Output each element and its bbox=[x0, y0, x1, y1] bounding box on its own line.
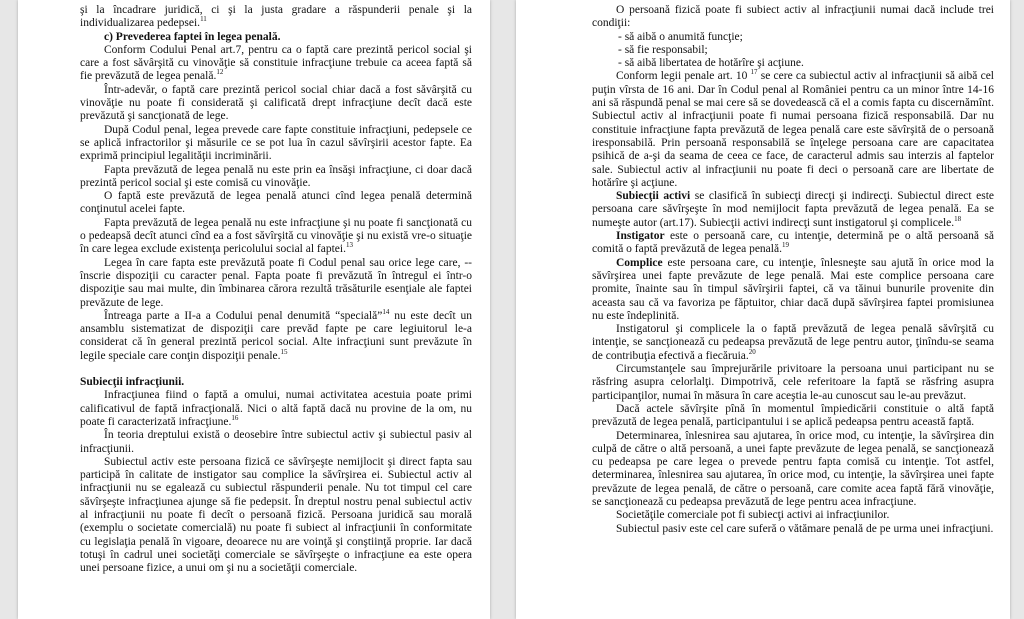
paragraph-text: este o persoană care, cu intenţie, determină pe o altă persoană să comită o faptă prevăzută de legea penală. bbox=[592, 230, 994, 256]
section-heading-c: c) Prevederea faptei în legea penală. bbox=[104, 30, 281, 43]
paragraph: În teoria dreptului există o deosebire între subiectul activ şi subiectul pasiv al infracţiunii. bbox=[80, 429, 472, 455]
paragraph: Circumstanţele sau împrejurările privitoare la persoana unui participant nu se răsfring asupra celorlalţi. Dimpotrivă, cele referitoare la faptă se răsfring asupra participanţilor, numai în măsura în care aceştia le-au cunoscut sau le-au prevăzut. bbox=[592, 363, 994, 402]
paragraph bbox=[80, 4, 472, 31]
paragraph bbox=[592, 190, 994, 230]
page-left-body bbox=[80, 4, 472, 575]
paragraph-text: este persoana care, cu intenţie, înlesneşte sau ajută în orice mod la săvîrşirea unei fapte prevăzute de lege penală. Mai este complice persoana care promite, înainte sau în timpul săvîrşirii faptei, că va tăinui bunurile provenite din aceasta sau că va favoriza pe făptuitor, chiar dacă după săvîrşirea faptei promisiunea nu este îndeplinită. bbox=[592, 256, 994, 322]
footnote-ref[interactable]: 12 bbox=[216, 68, 224, 77]
paragraph-text: se cere ca subiectul activ al infracţiunii să aibă cel puţin vîrsta de 16 ani. Dar în Codul penal al României pentru ca un minor între 14-16 ani să răspundă penal se mai cere să se dovedească că el a comis fapta cu discernămînt. Subiectul activ al infracţiunii poate fi numai persoana fizică responsabilă. Dar nu constituie infracţiune fapta prevăzută de legea penală care este săvîrşită de o persoană iresponsabilă. Prin persoană responsabilă se înţelege persoana care are capacitatea psihică de a-şi da seama de ceea ce face, de caracterul admis sau interzis al faptelor sale. Subiectul activ al infracţiunii nu poate fi deci o persoană care are libertate de hotărîre şi acţiune. bbox=[592, 70, 994, 189]
paragraph: Fapta prevăzută de legea penală nu este prin ea însăşi infracţiune, ci doar dacă prezintă pericol social şi este comisă cu vinovăţie. bbox=[80, 163, 472, 189]
paragraph-text: şi la încadrare juridică, ci şi la justa gradare a răspunderii penale şi la individualizarea pedepsei. bbox=[80, 4, 472, 30]
footnote-ref[interactable]: 15 bbox=[280, 347, 288, 356]
list-item: - să aibă libertatea de hotărîre şi acţiune. bbox=[618, 57, 804, 70]
paragraph bbox=[592, 323, 994, 363]
footnote-ref[interactable]: 17 bbox=[750, 68, 758, 77]
paragraph-text: nu este decît un ansamblu sistematizat de dispoziţii care prevăd fapte pe care legiuitorul le-a considerat că în general prezintă pericol social. Alte infracţiuni sunt prevăzute în legile speciale care conţin dispoziţii penale. bbox=[80, 309, 472, 362]
paragraph: Subiectul activ este persoana fizică ce săvîrşeşte nemijlocit şi direct fapta sau participă în calitate de instigator sau complice la săvîrşirea ei. Subiectul activ al infracţiunii nu se egalează cu subiectul răspunderii penale. Nu tot timpul cel care săvîrşeşte infracţiunea ajunge să fie pedepsit. În dreptul nostru penal subiectul activ al infracţiunii nu poate fi decît o persoană fizică. Persoana juridică sau morală (exemplu o societate comercială) nu poate fi subiect al infracţiunii în conformitate cu legislaţia penală în vigoare, deoarece nu are voinţă şi conştiinţă proprie. Iar dacă totuşi în cadrul unei societăţi comerciale se săvîrşeşte o infracţiune ea este opera unei persoane fizice, a unui om şi nu a societăţii comerciale. bbox=[80, 455, 472, 575]
document-page-left bbox=[18, 0, 490, 619]
paragraph bbox=[80, 310, 472, 363]
footnote-ref[interactable]: 13 bbox=[345, 241, 353, 250]
paragraph-text: Conform legii penale art. 10 bbox=[616, 70, 748, 83]
paragraph bbox=[80, 217, 472, 257]
list-item: - să aibă o anumită funcţie; bbox=[618, 30, 743, 43]
bold-term: Complice bbox=[616, 256, 663, 269]
paragraph: Într-adevăr, o faptă care prezintă pericol social chiar dacă a fost săvârşită cu vinovăţie nu poate fi considerată şi calificată drept infracţiune decît dacă este prevăzută şi sancţionată de lege. bbox=[80, 83, 472, 123]
paragraph-text: se clasifică în subiecţi direcţi şi indirecţi. Subiectul direct este persoana care săvîrşeşte în mod nemijlocit fapta prevăzută de legea penală. Ea se numeşte autor (art.17). Subiecţii activi indirecţi sunt instigatorul şi complicele. bbox=[592, 190, 994, 229]
paragraph-text: Instigatorul şi complicele la o faptă prevăzută de legea penală săvîrşită cu intenţie, se sancţionează cu pedeapsa prevăzută de lege pentru autor, ţinîndu-se seama de contribuţia efectivă a fiecăruia. bbox=[592, 323, 994, 362]
paragraph: Dacă actele săvîrşite pînă în momentul împiedicării constituie o altă faptă prevăzută de legea penală, participantului i se aplică pedeapsa pentru această faptă. bbox=[592, 402, 994, 429]
footnote-ref[interactable]: 19 bbox=[781, 241, 789, 250]
paragraph: Societăţile comerciale pot fi subiecţi activi ai infracţiunilor. bbox=[616, 509, 890, 522]
paragraph: Subiectul pasiv este cel care suferă o vătămare penală de pe urma unei infracţiuni. bbox=[616, 522, 994, 535]
paragraph bbox=[592, 230, 994, 257]
document-page-right bbox=[516, 0, 1010, 619]
paragraph bbox=[592, 257, 994, 323]
footnote-ref[interactable]: 11 bbox=[200, 15, 207, 24]
paragraph-text: Infracţiunea fiind o faptă a omului, numai activitatea acestuia poate primi calificativul de faptă infracţională. Nici o altă faptă dacă nu provine de la om, nu poate fi caracterizată infracţiune. bbox=[80, 389, 472, 428]
paragraph bbox=[80, 389, 472, 429]
footnote-ref[interactable]: 20 bbox=[748, 347, 756, 356]
paragraph: Determinarea, înlesnirea sau ajutarea, în orice mod, cu intenţie, la săvîrşirea din culpă de către o altă persoană, a unei fapte prevăzute de legea penală, se sancţionează cu pedeapsa pe care legea o prevede pentru fapta comisă cu intenţie. Tot astfel, determinarea, înlesnirea sau ajutarea, în orice mod, cu intenţie, la săvîrşirea unei fapte prevăzute de legea penală, de către o persoană, care comite acea faptă fără vinovăţie, se sancţionează cu pedeapsa prevăzută de lege pentru acea infracţiune. bbox=[592, 429, 994, 508]
paragraph bbox=[592, 70, 994, 190]
paragraph: O persoană fizică poate fi subiect activ al infracţiunii numai dacă include trei condiţii: bbox=[592, 4, 994, 30]
paragraph: O faptă este prevăzută de legea penală atunci cînd legea penală determină conţinutul acelei fapte. bbox=[80, 190, 472, 216]
bold-term: Instigator bbox=[616, 230, 665, 243]
footnote-ref[interactable]: 18 bbox=[954, 214, 962, 223]
paragraph-text: Conform Codului Penal art.7, pentru ca o faptă care prezintă pericol social şi care a fost săvârşită cu vinovăţie să constituie infracţiune trebuie ca aceea faptă să fie prevăzută de legea penală. bbox=[80, 43, 472, 83]
paragraph-text: Fapta prevăzută de legea penală nu este infracţiune şi nu poate fi sancţionată cu o pedeapsă decît atunci cînd ea a fost săvîrşită cu vinovăţie şi nu există vre-o situaţie în care legea exclude existenţa pericolului social al faptei. bbox=[80, 216, 472, 256]
footnote-ref[interactable]: 14 bbox=[382, 308, 390, 316]
page-right-body bbox=[592, 4, 994, 536]
footnote-ref[interactable]: 16 bbox=[231, 414, 239, 423]
paragraph-text: Întreaga parte a II-a a Codului penal denumită “specială” bbox=[104, 309, 383, 322]
paragraph: Legea în care fapta este prevăzută poate fi Codul penal sau orice lege care, --înscrie dispoziţii cu caracter penal. Fapta poate fi prevăzută în întregul ei într-o dispoziţie sau mai multe, din îmbinarea cărora rezultă trăsăturile esenţiale ale faptei prevăzute de lege. bbox=[80, 256, 472, 309]
section-heading-subiectii: Subiecţii infracţiunii. bbox=[80, 376, 185, 389]
paragraph bbox=[80, 44, 472, 84]
bold-term: Subiecţii activi bbox=[616, 190, 691, 203]
paragraph: După Codul penal, legea prevede care fapte constituie infracţiuni, pedepsele ce se aplică infractorilor şi măsurile ce se pot lua în cazul săvîrşirii acestor fapte. Ea exprimă principiul legalităţii incriminării. bbox=[80, 123, 472, 163]
list-item: - să fie responsabil; bbox=[618, 43, 708, 56]
